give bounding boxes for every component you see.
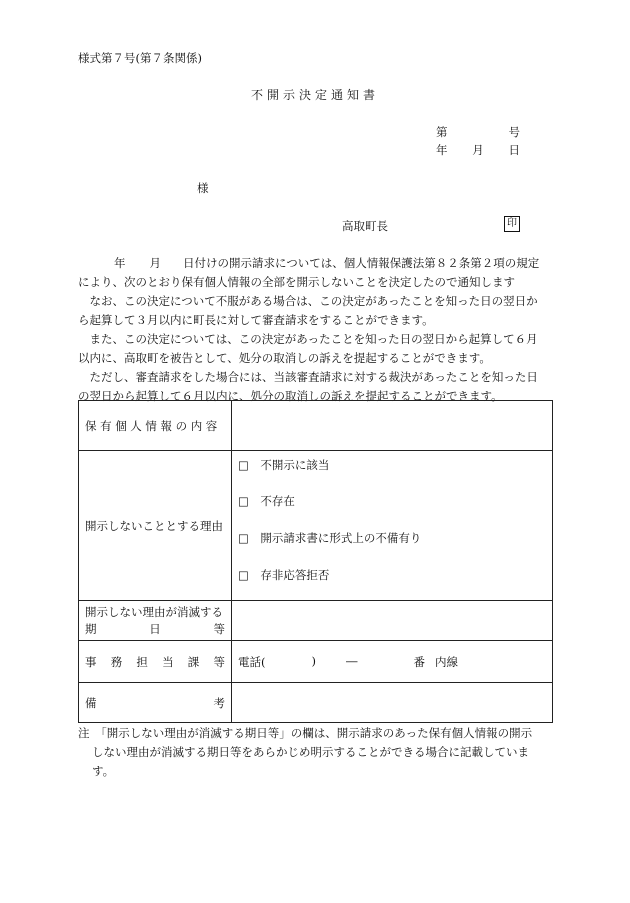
table-row	[79, 451, 553, 601]
date-year: 年	[436, 143, 448, 157]
number-dai: 第	[436, 125, 448, 139]
date-day: 日	[508, 143, 520, 157]
row4-label-spread: 事 務 担 当 課 等	[85, 654, 225, 669]
non-disclosure-reason-options	[232, 451, 553, 601]
document-number-row	[436, 124, 520, 140]
number-gou: 号	[508, 125, 520, 139]
personal-info-content-label	[79, 401, 232, 451]
form-number: 様式第７号(第７条関係)	[78, 51, 202, 65]
notice-body	[78, 254, 548, 406]
footnote-line-2: しない理由が消滅する期日等をあらかじめ明示することができる場合に記載していま	[92, 745, 529, 759]
seal-mark: 印	[504, 216, 520, 232]
body-paragraph-1-line-2: により、次のとおり保有個人情報の全部を開示しないことを決定したので通知します	[78, 275, 515, 289]
issuer-name: 高取町長	[342, 219, 388, 233]
remarks-field[interactable]	[232, 683, 553, 723]
reason-expiry-date-field[interactable]	[232, 601, 553, 641]
reason-checkbox-nonexistent[interactable]: □ 不存在	[238, 494, 295, 508]
addressee-honorific: 様	[197, 181, 209, 195]
phone-ban: 番	[413, 654, 425, 669]
phone-paren-close: )	[311, 653, 316, 668]
reason-checkbox-neither-confirm-nor-deny[interactable]: □ 存非応答拒否	[238, 568, 330, 582]
table-row	[79, 641, 553, 683]
phone-dash: ―	[346, 653, 358, 668]
footnote-line-3: す。	[92, 764, 115, 778]
body-year: 年	[114, 256, 126, 270]
body-month: 月	[149, 256, 161, 270]
footnote	[78, 724, 554, 781]
phone-extension: 内線	[435, 654, 458, 669]
table-row	[79, 683, 553, 723]
table-row	[79, 401, 553, 451]
remarks-label-spread: 備 考	[85, 695, 225, 710]
responsible-section-label	[79, 641, 232, 683]
phone-field[interactable]	[232, 641, 553, 683]
body-paragraph-2: なお、この決定について不服がある場合は、この決定があったことを知った日の翌日から起算して３月以内に町長に対して審査請求をすることができます。	[78, 294, 538, 327]
phone-label: 電話(	[238, 654, 266, 669]
decision-details-table	[78, 400, 553, 723]
document-title: 不開示決定通知書	[250, 88, 379, 102]
personal-info-content-field[interactable]	[232, 401, 553, 451]
date-month: 月	[472, 143, 484, 157]
footnote-mark: 注	[78, 726, 90, 740]
row3-label-line2: 期 日 等	[85, 621, 225, 636]
reason-checkbox-formal-defect[interactable]: □ 開示請求書に形式上の不備有り	[238, 531, 422, 545]
body-p1-text: 日付けの開示請求については、個人情報保護法第８２条第２項の規定	[183, 256, 540, 270]
phone-line	[238, 654, 546, 670]
table-row	[79, 601, 553, 641]
issue-date-row	[436, 142, 520, 158]
body-paragraph-1-line-1	[78, 254, 548, 273]
body-paragraph-3: また、この決定については、この決定があったことを知った日の翌日から起算して６月以内に、高取町を被告として、処分の取消しの訴えを提起することができます。	[78, 332, 538, 365]
reason-checkbox-not-disclosable[interactable]: □ 不開示に該当	[238, 458, 330, 472]
footnote-text-1: 「開示しない理由が消滅する期日等」の欄は、開示請求のあった保有個人情報の開示	[101, 726, 533, 740]
remarks-label	[79, 683, 232, 723]
footnote-line-1	[78, 724, 554, 743]
row3-label-line1: 開示しない理由が消滅する	[85, 604, 223, 619]
body-paragraph-4: ただし、審査請求をした場合には、当該審査請求に対する裁決があったことを知った日の翌日から起算して６月以内に、処分の取消しの訴えを提起することができます。	[78, 370, 538, 403]
row1-label-text: 保有個人情報の内容	[85, 418, 221, 433]
reason-expiry-date-label	[79, 601, 232, 641]
non-disclosure-reason-label: 開示しないこととする理由	[79, 451, 232, 601]
